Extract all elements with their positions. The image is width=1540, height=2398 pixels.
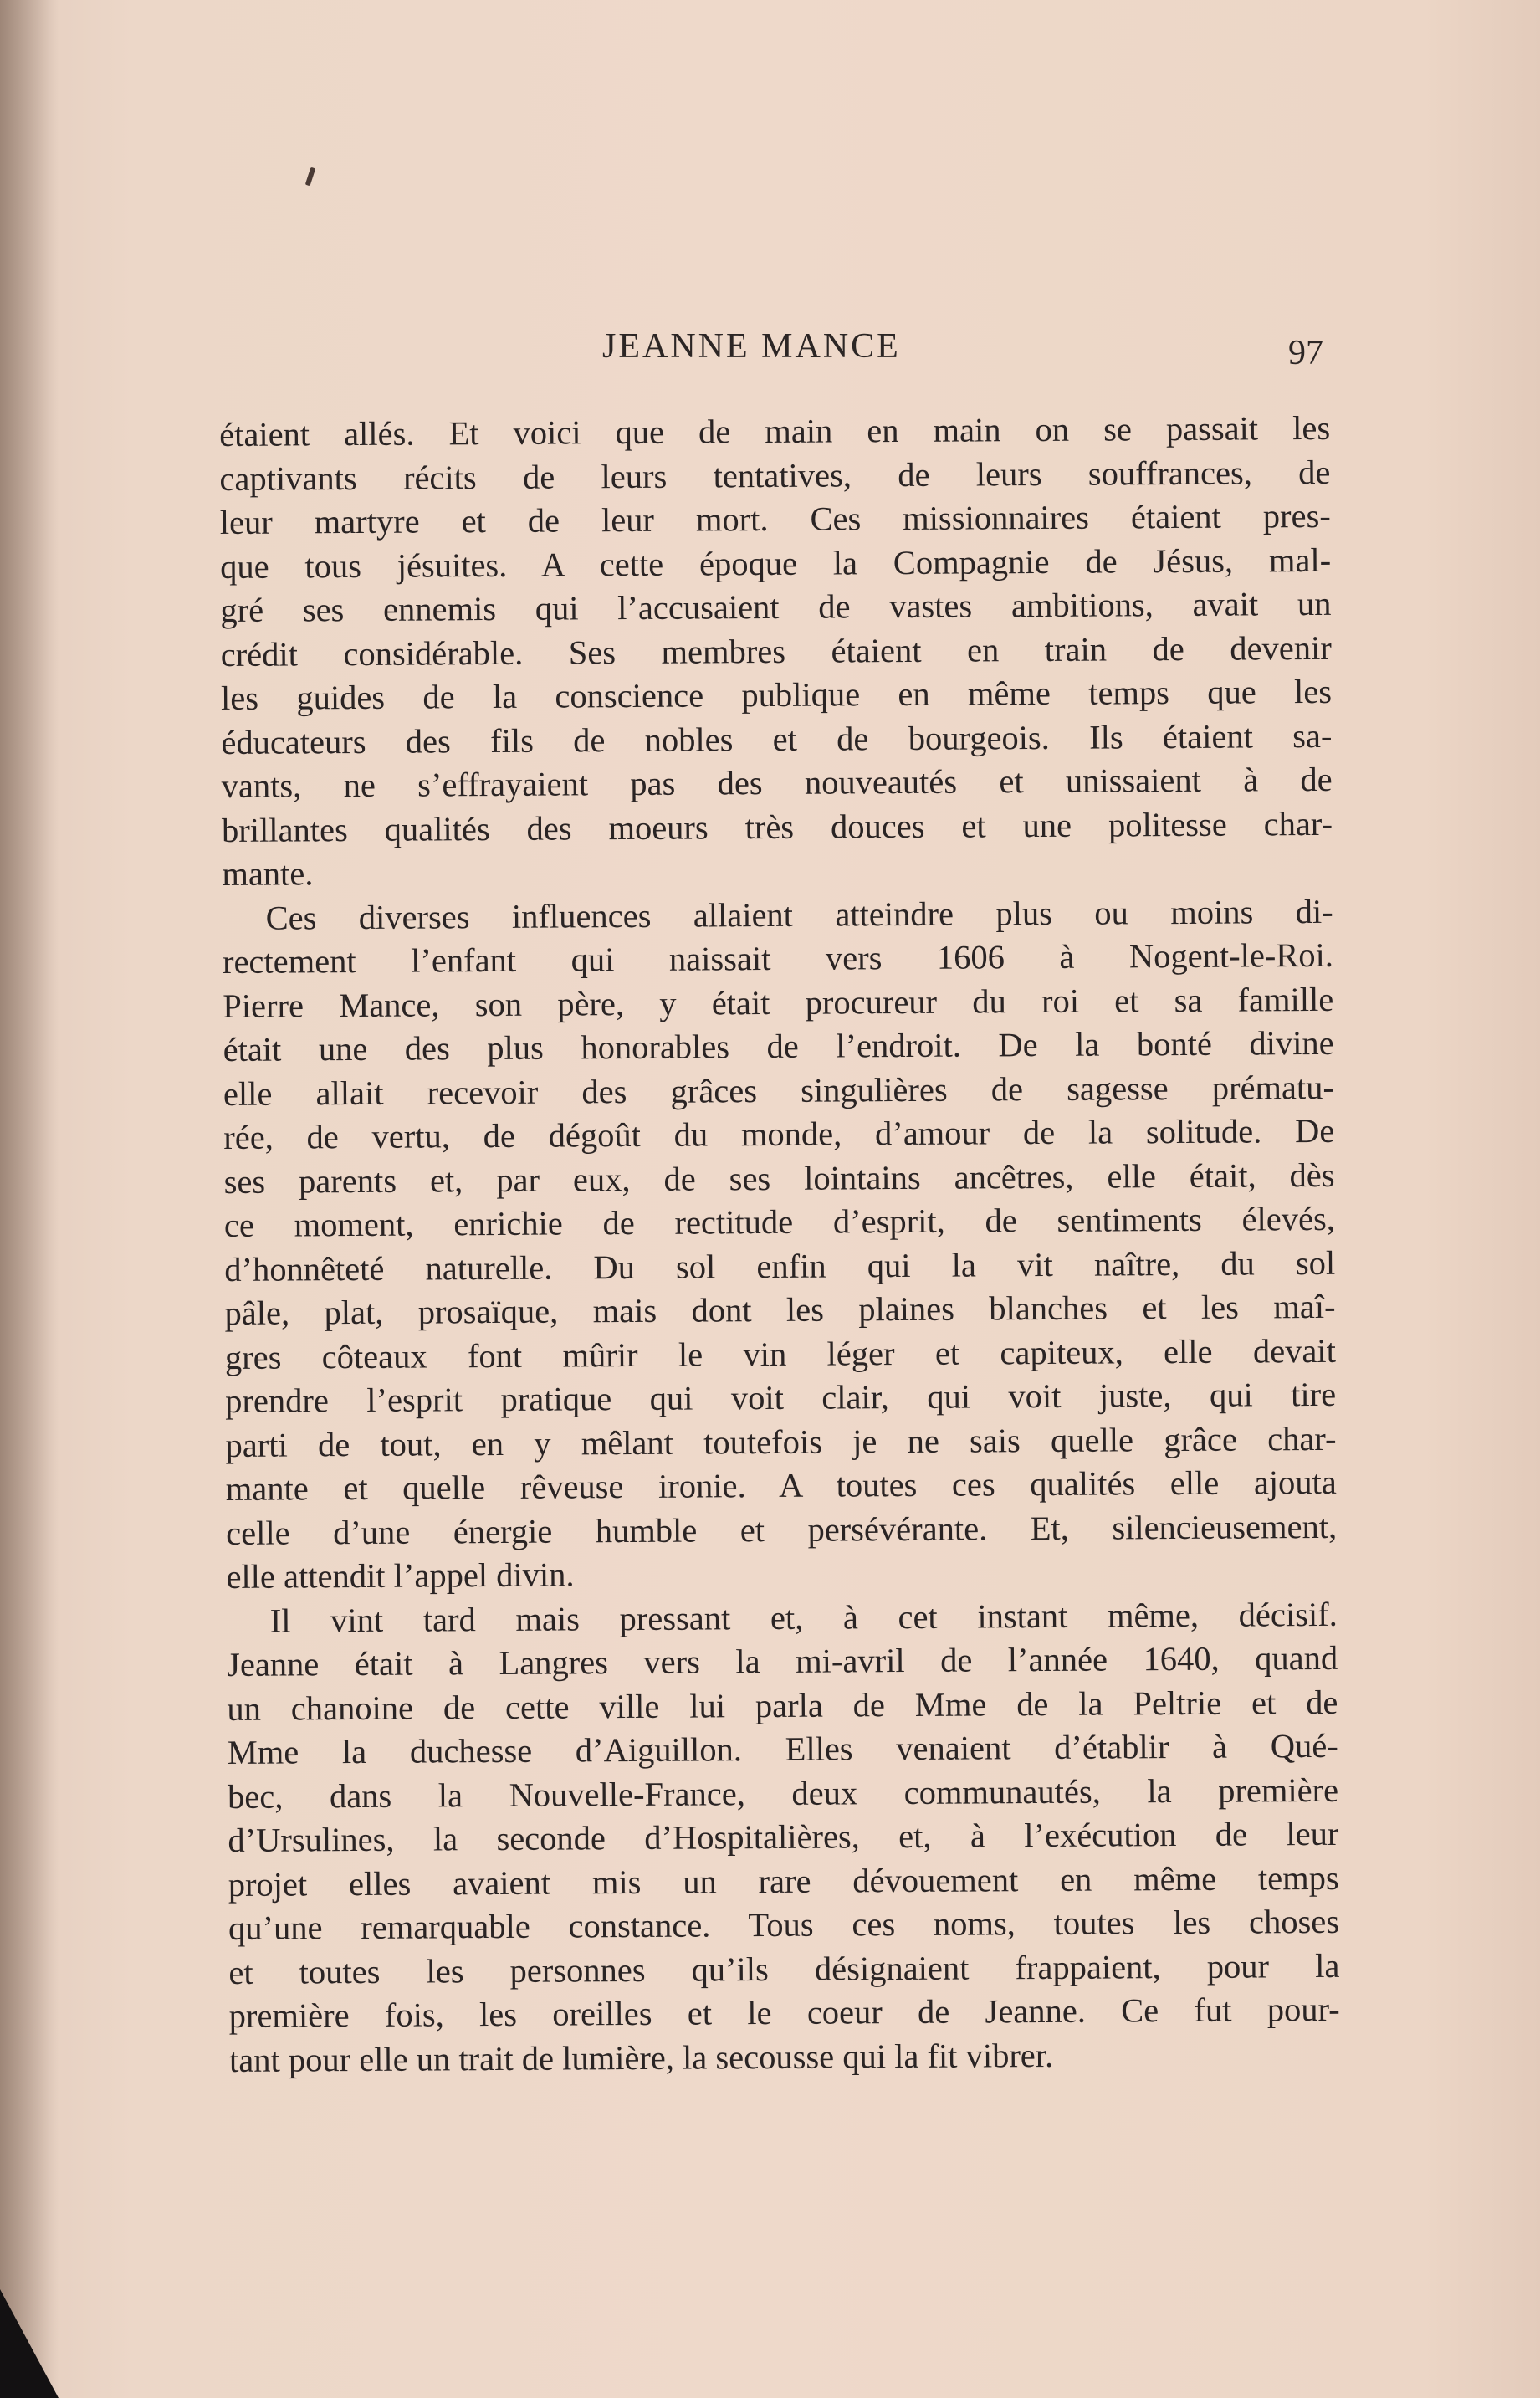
text-line: pâle, plat, prosaïque, mais dont les plaines blanches et les maî- [224, 1287, 1336, 1332]
text-line: gres côteaux font mûrir le vin léger et capiteux, elle devait [224, 1331, 1337, 1376]
text-line: leur martyre et de leur mort. Ces missionnaires étaient pres- [219, 496, 1331, 541]
paragraph-1 [219, 407, 1333, 897]
text-line: qu’une remarquable constance. Tous ces noms, toutes les choses [228, 1902, 1340, 1947]
text-line: un chanoine de cette ville lui parla de Mme de la Peltrie et de [227, 1683, 1338, 1728]
text-line: Jeanne était à Langres vers la mi-avril de l’année 1640, quand [226, 1638, 1338, 1683]
text-line: rectement l’enfant qui naissait vers 1606 à Nogent-le-Roi. [222, 935, 1334, 981]
text-line: d’honnêteté naturelle. Du sol enfin qui la vit naître, du sol [224, 1243, 1336, 1289]
text-line: elle attendit l’appel divin. [226, 1555, 575, 1596]
ink-speck [305, 167, 316, 187]
text-line: crédit considérable. Ses membres étaient en train de devenir [220, 628, 1332, 674]
gutter-shadow [0, 0, 59, 2398]
text-line: Mme la duchesse d’Aiguillon. Elles venaient d’établir à Qué- [227, 1726, 1338, 1771]
text-line: captivants récits de leurs tentatives, de leurs souffrances, de [219, 453, 1331, 498]
text-line: était une des plus honorables de l’endroit. De la bonté divine [223, 1023, 1334, 1068]
text-line: elle allait recevoir des grâces singulières de sagesse prématu- [223, 1068, 1335, 1113]
running-title: JEANNE MANCE [602, 327, 901, 366]
text-line: étaient allés. Et voici que de main en main on se passait les [219, 408, 1331, 453]
page-corner-shadow [0, 2289, 59, 2398]
text-line: vants, ne s’effrayaient pas des nouveautés et unissaient à de [221, 760, 1333, 805]
text-line: ses parents et, par eux, de ses lointains ancêtres, elle était, dès [223, 1155, 1335, 1201]
text-line: première fois, les oreilles et le coeur de Jeanne. Ce fut pour- [228, 1990, 1340, 2035]
text-line: Il vint tard mais pressant et, à cet instant même, décisif. [269, 1595, 1338, 1640]
text-line: bec, dans la Nouvelle-France, deux communautés, la première [227, 1770, 1339, 1816]
text-line: rée, de vertu, de dégoût du monde, d’amour de la solitude. De [223, 1111, 1335, 1156]
text-line: ce moment, enrichie de rectitude d’esprit, de sentiments élevés, [223, 1199, 1336, 1244]
text-line: d’Ursulines, la seconde d’Hospitalières, et, à l’exécution de leur [228, 1814, 1339, 1859]
text-line: projet elles avaient mis un rare dévouement en même temps [228, 1858, 1339, 1904]
text-line: que tous jésuites. A cette époque la Compagnie de Jésus, mal- [219, 541, 1332, 586]
text-line: mante et quelle rêveuse ironie. A toutes ces qualités elle ajouta [225, 1463, 1337, 1508]
text-line: éducateurs des fils de nobles et de bourgeois. Ils étaient sa- [221, 716, 1333, 761]
text-line: mante. [222, 854, 314, 893]
text-line: parti de tout, en y mêlant toutefois je ne sais quelle grâce char- [225, 1419, 1337, 1464]
text-line: gré ses ennemis qui l’accusaient de vastes ambitions, avait un [220, 584, 1332, 629]
page-number: 97 [1288, 334, 1323, 372]
text-line: les guides de la conscience publique en même temps que les [220, 672, 1333, 717]
text-line: et toutes les personnes qu’ils désignaient frappaient, pour la [228, 1946, 1340, 1991]
text-line: brillantes qualités des moeurs très douces et une politesse char- [221, 804, 1333, 849]
text-line: prendre l’esprit pratique qui voit clair, qui voit juste, qui tire [225, 1375, 1337, 1420]
paragraph-2 [223, 889, 1338, 1599]
text-line: Pierre Mance, son père, y était procureur du roi et sa famille [223, 980, 1334, 1025]
body-text [219, 407, 1340, 2083]
text-line: Ces diverses influences allaient atteindre plus ou moins di- [265, 892, 1333, 937]
text-line: tant pour elle un trait de lumière, la secousse qui la fit vibrer. [228, 2036, 1054, 2079]
paragraph-3 [227, 1592, 1341, 2083]
text-line: celle d’une énergie humble et persévérante. Et, silencieusement, [226, 1507, 1338, 1552]
